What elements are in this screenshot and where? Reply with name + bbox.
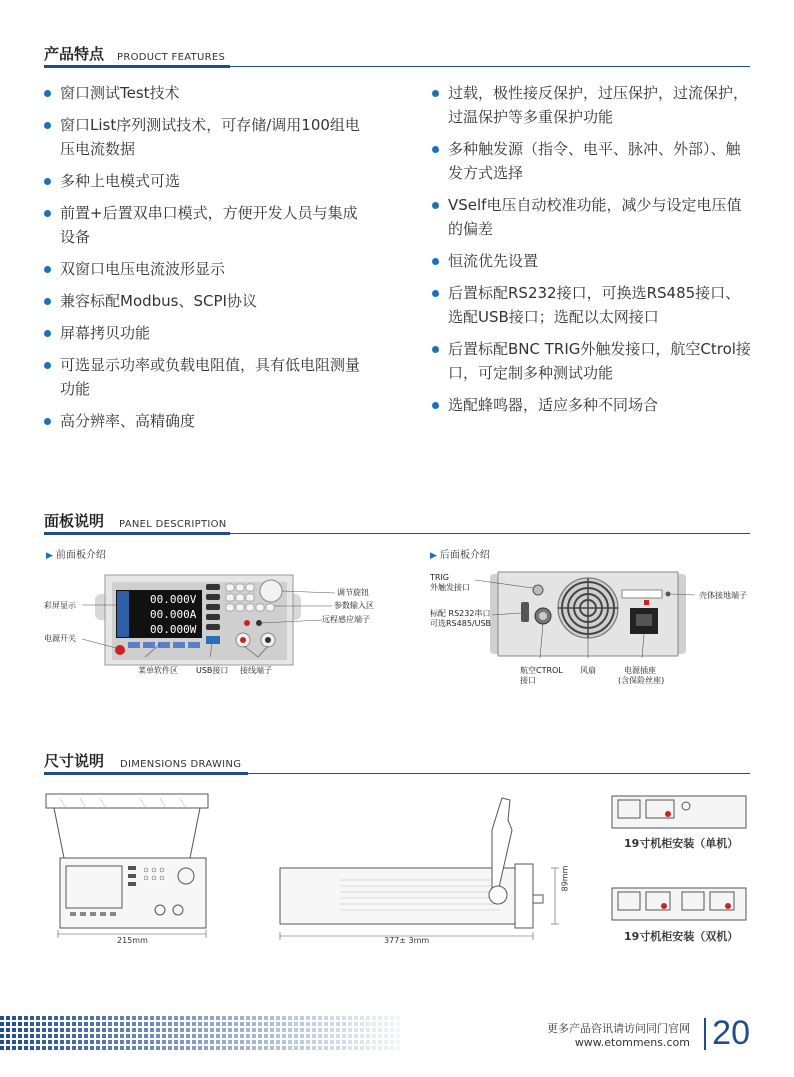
label-terminals: 接线端子 <box>240 666 272 675</box>
rack-double-diagram <box>610 884 750 924</box>
bullet-icon <box>44 210 51 217</box>
trig-bnc-connector <box>533 585 543 595</box>
label-usb: USB接口 <box>196 666 229 675</box>
section-title-zh: 面板说明 <box>44 512 105 530</box>
bullet-icon <box>44 362 51 369</box>
power-reading: 00.000W <box>150 623 197 636</box>
rear-panel-subtitle: ▶ 后面板介绍 <box>430 550 490 561</box>
triangle-icon: ▶ <box>430 551 437 561</box>
label-power-socket: 电源插座 <box>624 666 656 675</box>
label-trig: TRIG <box>430 573 450 582</box>
section-title-zh: 产品特点 <box>44 45 105 63</box>
list-item: 多种上电模式可选 <box>44 169 369 193</box>
bullet-icon <box>44 298 51 305</box>
list-item: 多种触发源（指令、电平、脉冲、外部）、触发方式选择 <box>432 137 752 185</box>
list-item: 后置标配BNC TRIG外触发接口，航空Ctrol接口，可定制多种测试功能 <box>432 337 752 385</box>
bullet-icon <box>44 122 51 129</box>
panel-header <box>44 511 750 534</box>
section-title-en: PRODUCT FEATURES <box>117 52 226 63</box>
list-item: 过载，极性接反保护，过压保护，过流保护，过温保护等多重保护功能 <box>432 81 752 129</box>
label-rs485-usb: 可选RS485/USB <box>430 619 492 628</box>
fan-icon <box>558 578 618 638</box>
list-item: 双窗口电压电流波形显示 <box>44 257 369 281</box>
features-right-list <box>432 81 752 425</box>
label-fuse: (含保险丝座) <box>618 676 665 685</box>
footer-dot-pattern <box>0 1016 440 1056</box>
bullet-icon <box>44 90 51 97</box>
list-item: 恒流优先设置 <box>432 249 752 273</box>
list-item: 可选显示功率或负载电阻值，具有低电阻测量功能 <box>44 353 369 401</box>
bullet-icon <box>432 90 439 97</box>
dims-header <box>44 751 750 774</box>
section-title-en: DIMENSIONS DRAWING <box>120 759 242 770</box>
dim-depth: 377± 3mm <box>384 936 430 945</box>
footer-url[interactable]: www.etommens.com <box>574 1036 690 1049</box>
list-item: 前置+后置双串口模式，方便开发人员与集成设备 <box>44 201 369 249</box>
dims-front-view <box>40 790 220 950</box>
remote-sense-terminal <box>244 620 250 626</box>
list-item: 窗口测试Test技术 <box>44 81 369 105</box>
dims-side-view <box>270 790 570 950</box>
list-item: VSelf电压自动校准功能，减少与设定电压值的偏差 <box>432 193 752 241</box>
rack-single-caption: 19寸机柜安装（单机） <box>624 837 739 850</box>
page-number: 20 <box>712 1014 750 1052</box>
current-reading: 00.000A <box>150 608 197 621</box>
adjust-knob[interactable] <box>260 580 282 602</box>
label-trig-desc: 外触发接口 <box>430 583 470 592</box>
voltage-reading: 00.000V <box>150 593 197 606</box>
dim-height: 89mm <box>560 865 570 892</box>
rack-single-diagram <box>610 792 750 832</box>
remote-sense-terminal <box>256 620 262 626</box>
label-knob: 调节旋钮 <box>337 588 369 597</box>
usb-port[interactable] <box>206 636 220 644</box>
front-panel-subtitle: ▶ 前面板介绍 <box>46 550 106 561</box>
list-item: 高分辨率、高精确度 <box>44 409 369 433</box>
bullet-icon <box>432 290 439 297</box>
label-param-input: 参数输入区 <box>334 601 374 610</box>
section-title-en: PANEL DESCRIPTION <box>119 519 227 530</box>
bullet-icon <box>44 178 51 185</box>
bullet-icon <box>432 202 439 209</box>
section-underline <box>44 532 230 535</box>
bullet-icon <box>44 418 51 425</box>
bullet-icon <box>432 146 439 153</box>
section-title-zh: 尺寸说明 <box>44 752 105 770</box>
list-item: 兼容标配Modbus、SCPI协议 <box>44 289 369 313</box>
features-left-list <box>44 81 369 441</box>
label-fan: 风扇 <box>580 666 596 675</box>
section-underline <box>44 772 248 775</box>
power-switch[interactable] <box>115 645 125 655</box>
label-remote-sense: 远程感应端子 <box>322 615 370 624</box>
triangle-icon: ▶ <box>46 551 53 561</box>
footer-cta: 更多产品咨讯请访问同门官网 <box>547 1022 690 1035</box>
list-item: 窗口List序列测试技术，可存储/调用100组电压电流数据 <box>44 113 369 161</box>
rs232-port <box>521 602 529 622</box>
footer-divider <box>704 1018 706 1050</box>
bullet-icon <box>432 258 439 265</box>
list-item: 选配蜂鸣器，适应多种不同场合 <box>432 393 752 417</box>
bullet-icon <box>44 330 51 337</box>
bullet-icon <box>44 266 51 273</box>
label-power-switch: 电源开关 <box>44 634 76 643</box>
rack-double-caption: 19寸机柜安装（双机） <box>624 930 739 943</box>
ground-terminal <box>666 592 671 597</box>
label-ctrol: 航空CTROL <box>520 666 563 675</box>
bullet-icon <box>432 402 439 409</box>
dim-width: 215mm <box>117 936 148 945</box>
label-ground: 壳体接地端子 <box>699 591 747 600</box>
list-item: 后置标配RS232接口，可换选RS485接口、选配USB接口；选配以太网接口 <box>432 281 752 329</box>
section-underline <box>44 65 230 68</box>
label-color-screen: 彩屏显示 <box>44 601 76 610</box>
bullet-icon <box>432 346 439 353</box>
features-header <box>44 44 750 67</box>
list-item: 屏幕拷贝功能 <box>44 321 369 345</box>
label-menu-keys: 菜单软件区 <box>138 666 178 675</box>
label-ctrol-2: 接口 <box>520 676 536 685</box>
label-rs232: 标配 RS232串口 <box>430 609 491 618</box>
